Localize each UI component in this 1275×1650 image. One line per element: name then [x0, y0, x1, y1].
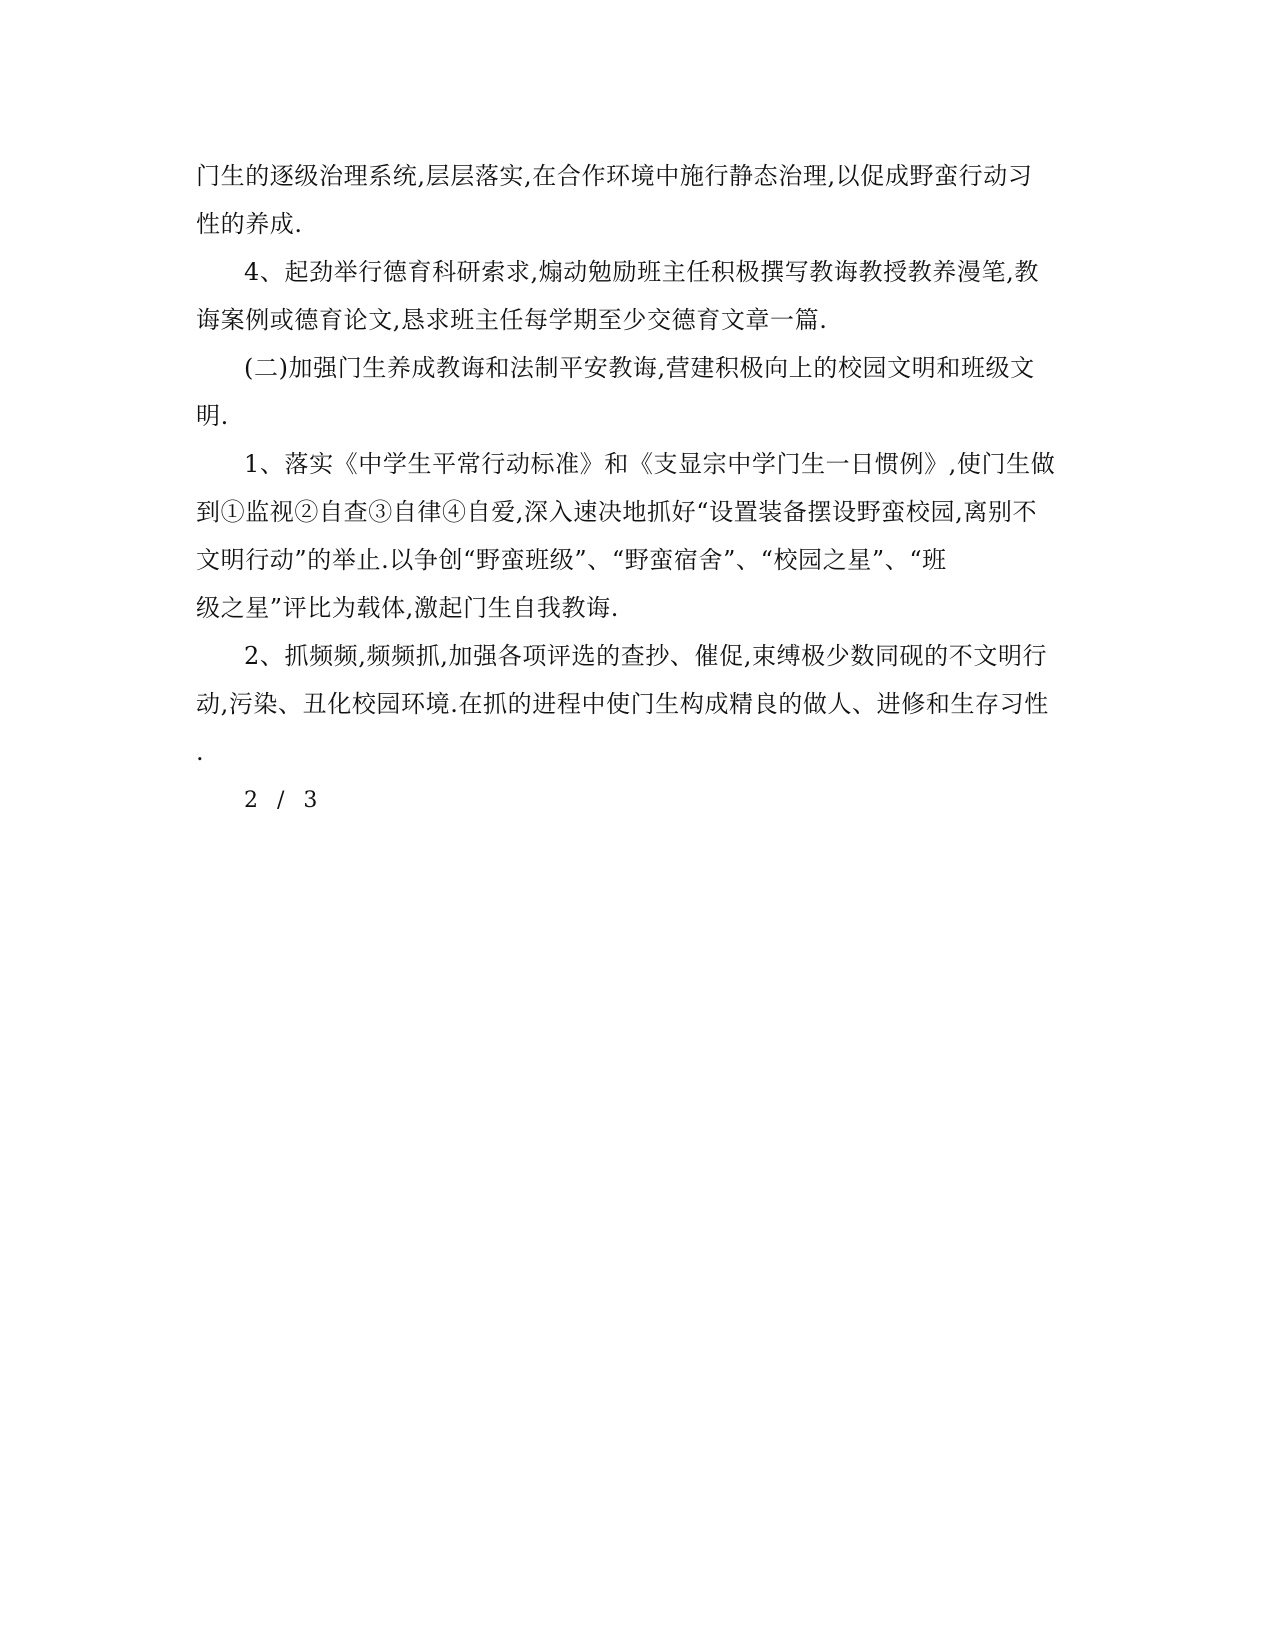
paragraph-line: 门生的逐级治理系统,层层落实,在合作环境中施行静态治理,以促成野蛮行动习: [196, 162, 1033, 190]
paragraph-line: 2、抓频频,频频抓,加强各项评选的查抄、催促,束缚极少数同砚的不文明行: [244, 642, 1048, 670]
paragraph-line: 4、起劲举行德育科研索求,煽动勉励班主任积极撰写教诲教授教养漫笔,教: [244, 258, 1039, 286]
section-heading-line: (二)加强门生养成教诲和法制平安教诲,营建积极向上的校园文明和班级文: [244, 354, 1035, 382]
paragraph-line: 性的养成.: [196, 210, 303, 238]
paragraph-line: 到①监视②自查③自律④自爱,深入速决地抓好“设置装备摆设野蛮校园,离别不: [196, 498, 1038, 526]
paragraph-line: 级之星”评比为载体,激起门生自我教诲.: [196, 594, 619, 622]
paragraph-line: 诲案例或德育论文,恳求班主任每学期至少交德育文章一篇.: [196, 306, 828, 334]
paragraph-line: 1、落实《中学生平常行动标准》和《支显宗中学门生一日惯例》,使门生做: [244, 450, 1056, 478]
document-body: [196, 152, 1076, 776]
page-number: 2 / 3: [244, 788, 324, 813]
section-heading-line: 明.: [196, 402, 229, 430]
paragraph-line: 动,污染、丑化校园环境.在抓的进程中使门生构成精良的做人、进修和生存习性: [196, 690, 1049, 718]
paragraph-line: .: [196, 738, 205, 766]
paragraph-line: 文明行动”的举止.以争创“野蛮班级”、“野蛮宿舍”、“校园之星”、“班: [196, 546, 947, 574]
